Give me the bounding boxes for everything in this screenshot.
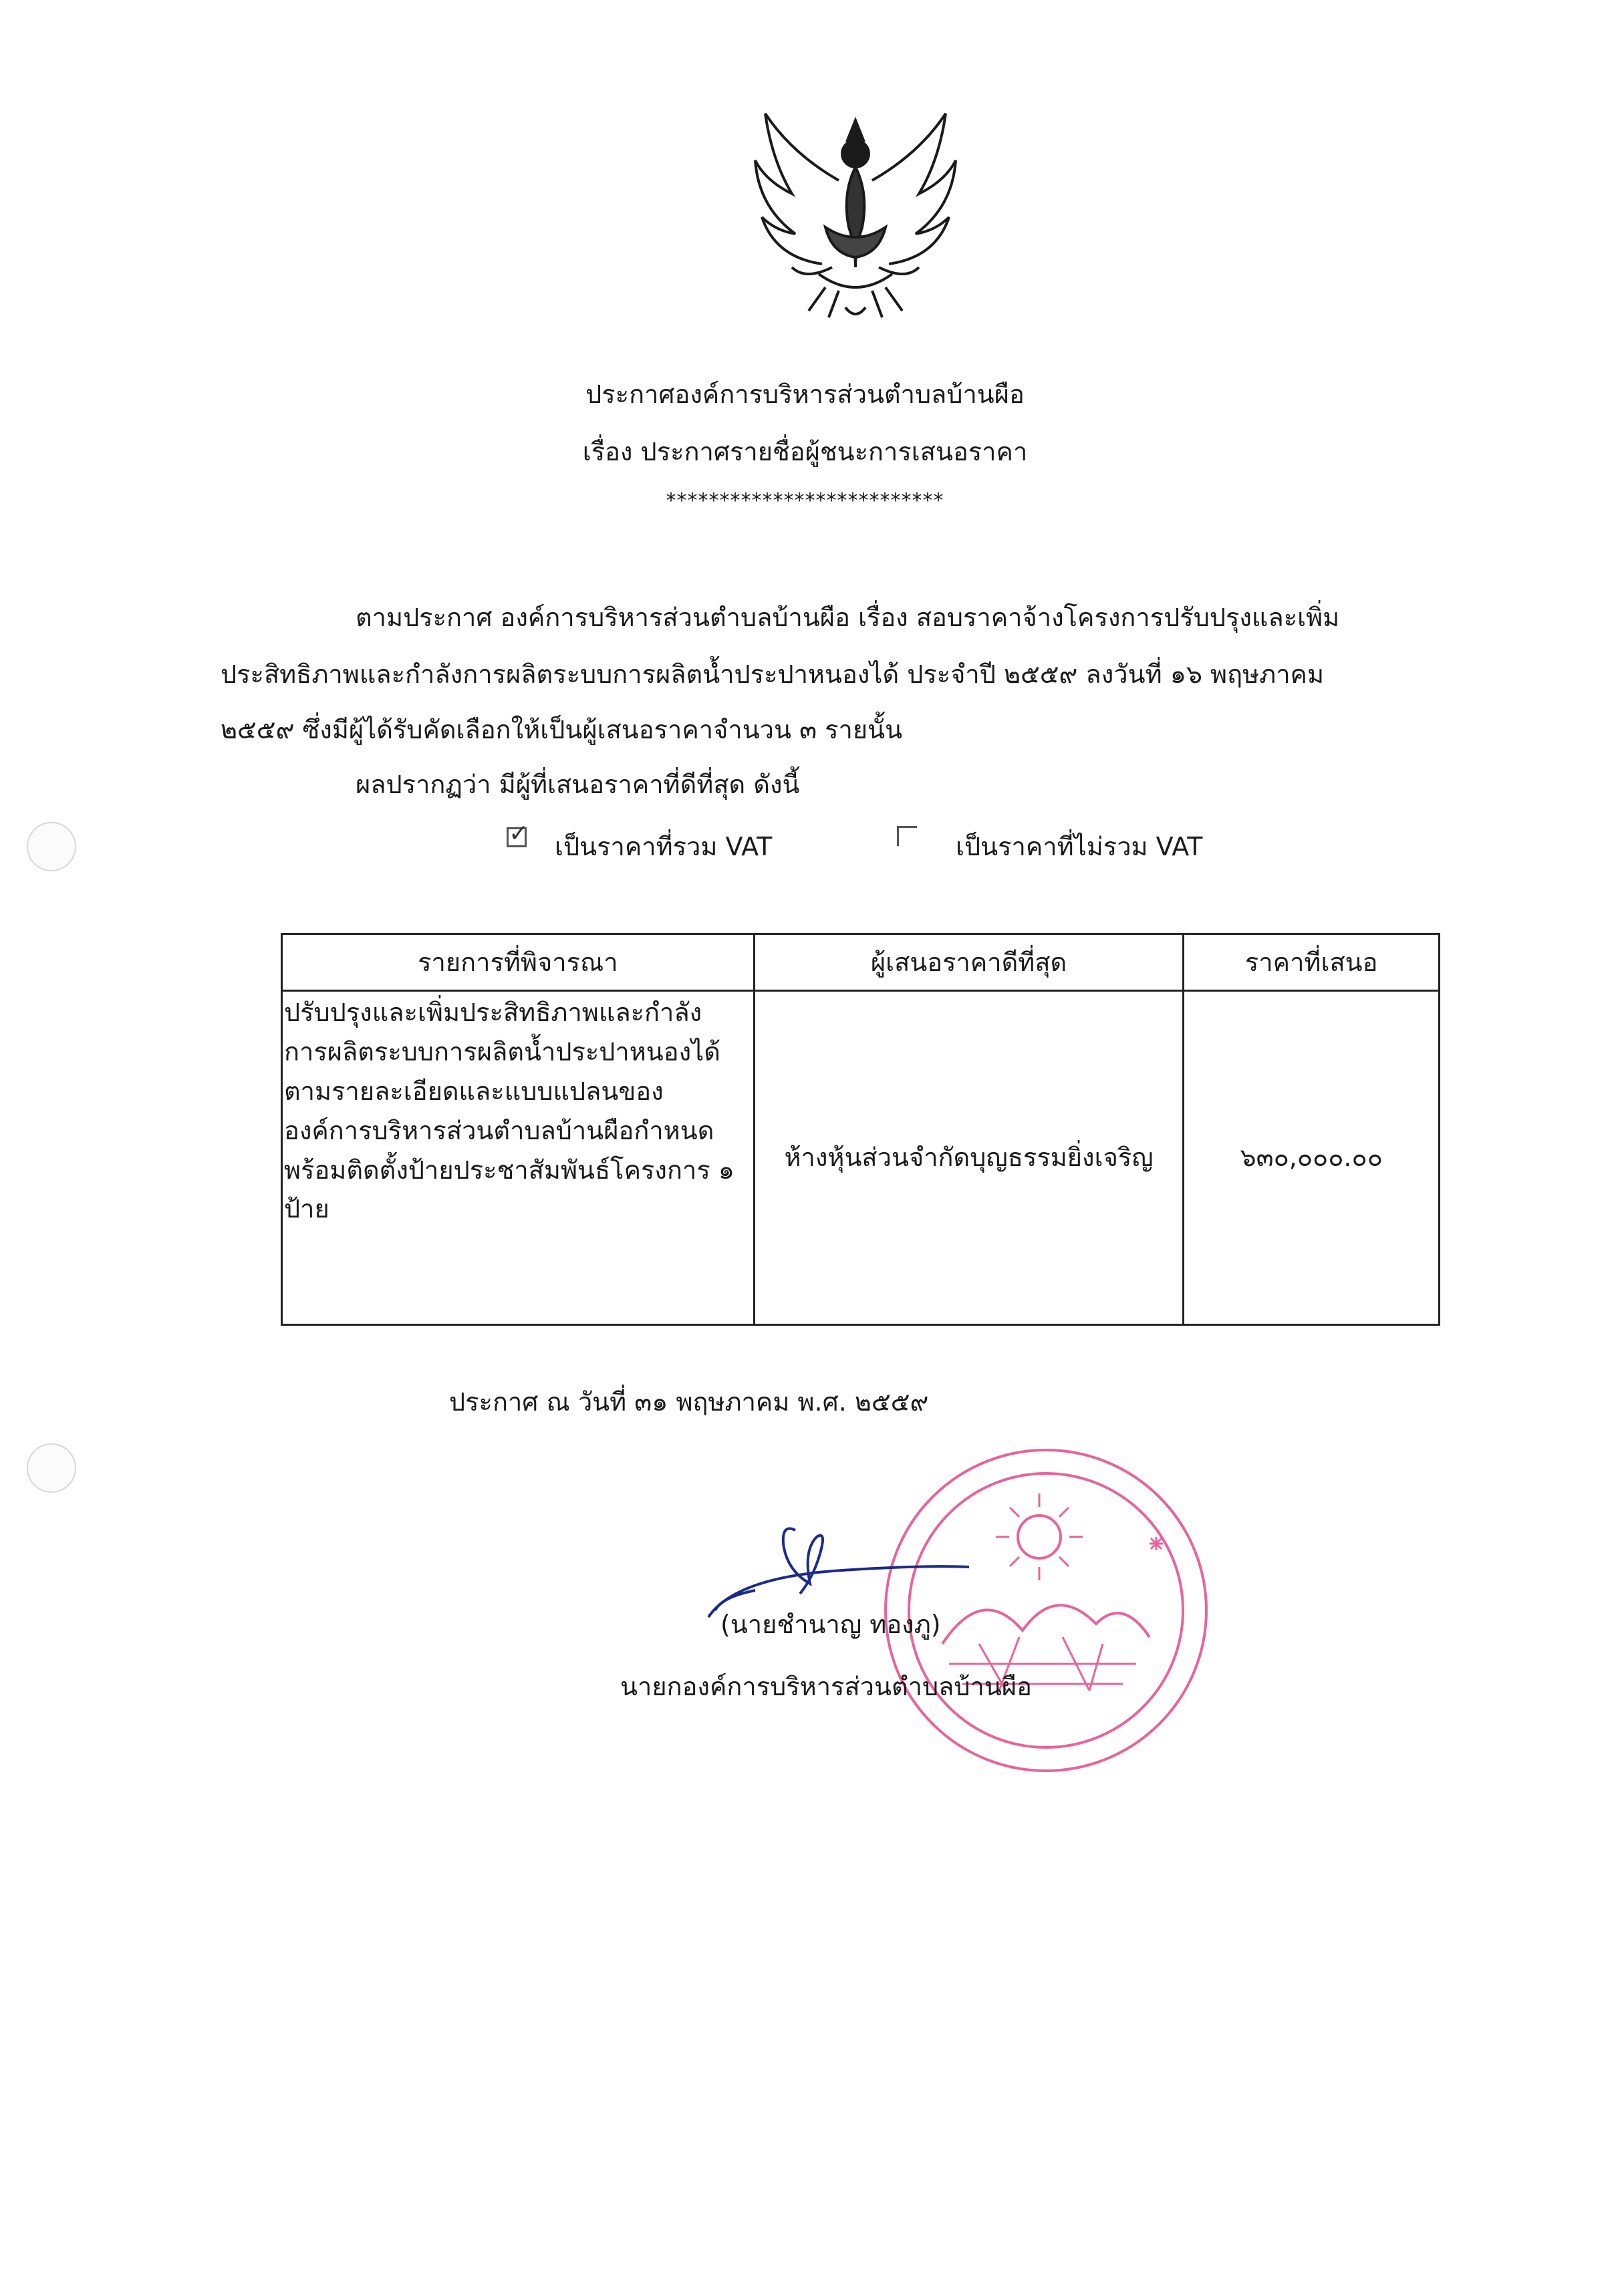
vat-include-label: เป็นราคาที่รวม VAT bbox=[555, 832, 773, 861]
item-line: ปรับปรุงและเพิ่มประสิทธิภาพและกำลัง bbox=[284, 998, 702, 1027]
garuda-emblem-icon bbox=[745, 107, 966, 327]
paragraph-line-2: ประสิทธิภาพและกำลังการผลิตระบบการผลิตน้ำประปาหนองได้ ประจำปี ๒๕๕๙ ลงวันที่ ๑๖ พฤษภาคม bbox=[221, 660, 1324, 689]
table-header-row bbox=[282, 934, 1440, 991]
paragraph-line-1: ตามประกาศ องค์การบริหารส่วนตำบลบ้านผือ เรื่อง สอบราคาจ้างโครงการปรับปรุงและเพิ่ม bbox=[356, 603, 1340, 632]
paragraph-line-3: ๒๕๕๙ ซึ่งมีผู้ได้รับคัดเลือกให้เป็นผู้เสนอราคาจำนวน ๓ รายนั้น bbox=[221, 715, 903, 744]
vat-include-checkbox[interactable] bbox=[507, 820, 529, 847]
signature bbox=[695, 1517, 976, 1624]
vat-exclude-label: เป็นราคาที่ไม่รวม VAT bbox=[956, 832, 1203, 861]
item-line: ป้าย bbox=[284, 1194, 329, 1224]
bid-result-table bbox=[281, 933, 1440, 1326]
table-row bbox=[282, 991, 1440, 1325]
announcement-subject: เรื่อง ประกาศรายชื่อผู้ชนะการเสนอราคา bbox=[582, 437, 1028, 466]
header-item: รายการที่พิจารณา bbox=[282, 934, 755, 991]
header-price: ราคาที่เสนอ bbox=[1184, 934, 1440, 991]
item-line: การผลิตระบบการผลิตน้ำประปาหนองได้ bbox=[284, 1036, 720, 1066]
signer-name: (นายชำนาญ ทองภู) bbox=[720, 1610, 941, 1639]
vat-exclude-checkbox[interactable] bbox=[897, 826, 917, 846]
signer-position: นายกองค์การบริหารส่วนตำบลบ้านผือ bbox=[620, 1672, 1032, 1701]
winning-bidder: ห้างหุ้นส่วนจำกัดบุญธรรมยิ่งเจริญ bbox=[754, 991, 1184, 1325]
item-line: พร้อมติดตั้งป้ายประชาสัมพันธ์โครงการ ๑ bbox=[284, 1155, 734, 1185]
item-line: องค์การบริหารส่วนตำบลบ้านผือกำหนด bbox=[284, 1115, 714, 1145]
header-separator: ************************** bbox=[666, 489, 944, 513]
announcement-title: ประกาศองค์การบริหารส่วนตำบลบ้านผือ bbox=[585, 380, 1025, 409]
result-intro: ผลปรากฏว่า มีผู้ที่เสนอราคาที่ดีที่สุด ดังนี้ bbox=[356, 770, 800, 799]
checkmark-icon: ✓ bbox=[509, 820, 529, 847]
punch-hole-top bbox=[27, 822, 76, 871]
punch-hole-bottom bbox=[27, 1443, 76, 1493]
item-description bbox=[282, 991, 755, 1325]
offered-price: ๖๓๐,๐๐๐.๐๐ bbox=[1184, 991, 1440, 1325]
announcement-date: ประกาศ ณ วันที่ ๓๑ พฤษภาคม พ.ศ. ๒๕๕๙ bbox=[449, 1387, 929, 1417]
header-bidder: ผู้เสนอราคาดีที่สุด bbox=[754, 934, 1184, 991]
item-line: ตามรายละเอียดและแบบแปลนของ bbox=[284, 1076, 664, 1106]
